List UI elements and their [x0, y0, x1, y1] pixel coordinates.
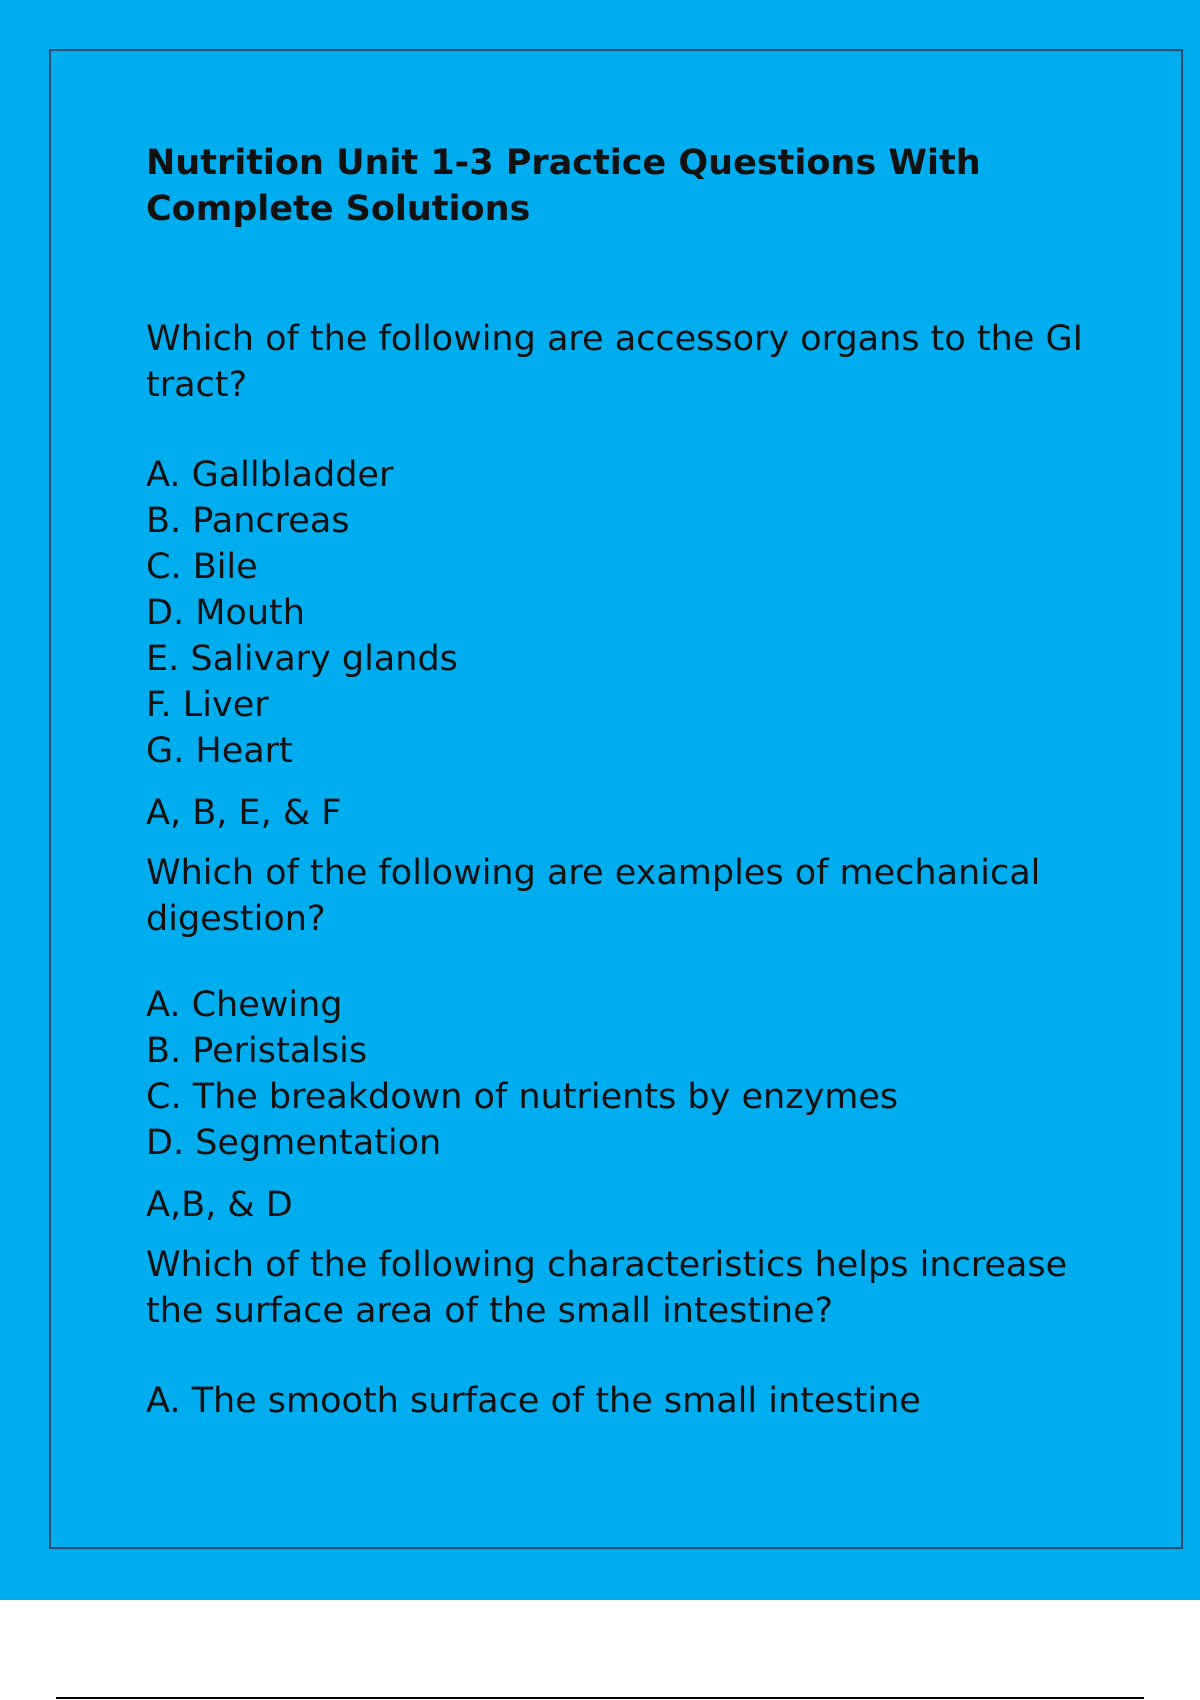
question-1	[146, 316, 1106, 836]
option-item: A. The smooth surface of the small intestine	[146, 1381, 921, 1421]
document-content	[146, 140, 1106, 1424]
option-item: C. The breakdown of nutrients by enzymes	[146, 1077, 899, 1117]
option-item: C. Bile	[146, 547, 258, 587]
options-list	[146, 1378, 1106, 1424]
question-3	[146, 1242, 1106, 1424]
option-item: D. Segmentation	[146, 1123, 442, 1163]
option-item: B. Pancreas	[146, 501, 350, 541]
answer-text: A,B, & D	[146, 1185, 293, 1225]
option-item: F. Liver	[146, 685, 269, 725]
options-list	[146, 452, 1106, 774]
options-list	[146, 982, 1106, 1166]
option-item: A. Gallbladder	[146, 455, 394, 495]
footer-divider	[56, 1697, 1144, 1699]
option-item: D. Mouth	[146, 593, 305, 633]
option-item: E. Salivary glands	[146, 639, 458, 679]
option-item: B. Peristalsis	[146, 1031, 368, 1071]
question-text: Which of the following are accessory organs to the GI tract?	[146, 319, 1083, 405]
question-2	[146, 850, 1106, 1228]
question-text: Which of the following are examples of mechanical digestion?	[146, 853, 1041, 939]
option-item: G. Heart	[146, 731, 293, 771]
option-item: A. Chewing	[146, 985, 343, 1025]
answer-text: A, B, E, & F	[146, 793, 342, 833]
document-title: Nutrition Unit 1-3 Practice Questions With Complete Solutions	[146, 143, 981, 229]
question-text: Which of the following characteristics helps increase the surface area of the small intestine?	[146, 1245, 1068, 1331]
